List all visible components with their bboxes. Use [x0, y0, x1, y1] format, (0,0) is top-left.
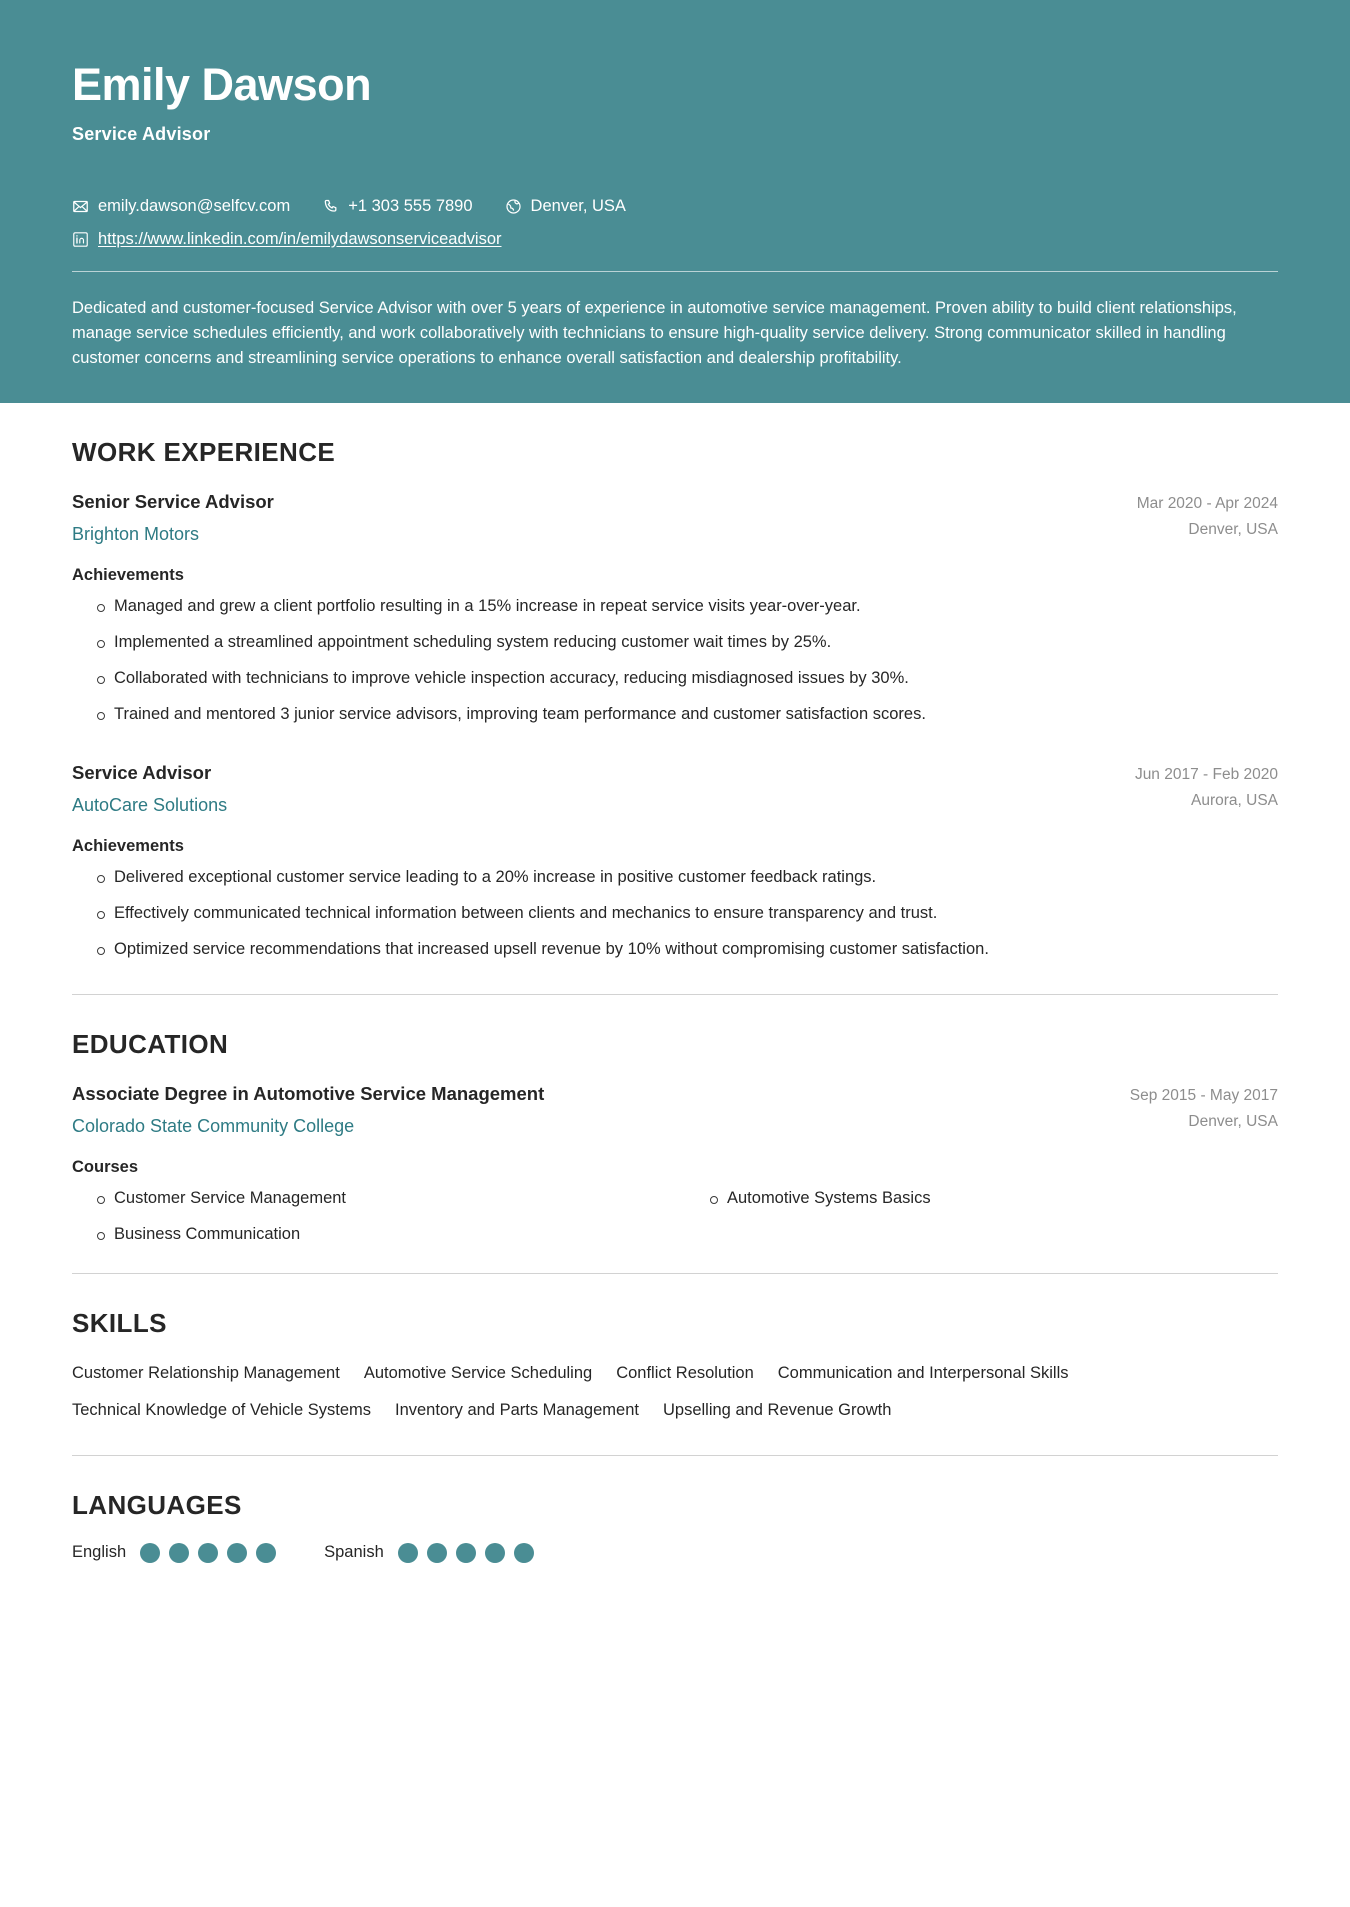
education-entry-title: Associate Degree in Automotive Service Management	[72, 1083, 545, 1105]
level-dot	[427, 1543, 447, 1563]
level-dot	[398, 1543, 418, 1563]
header-job-title: Service Advisor	[72, 123, 211, 144]
section-education	[72, 995, 1278, 1274]
level-dot	[456, 1543, 476, 1563]
list-item: Implemented a streamlined appointment scheduling system reducing customer wait times by 25%.	[72, 629, 1278, 655]
contact-location-text: Denver, USA	[530, 196, 626, 215]
education-entry-left	[72, 1082, 544, 1140]
language-level-dots	[140, 1543, 276, 1563]
work-entry-organization[interactable]: Brighton Motors	[72, 523, 200, 544]
skill-item: Automotive Service Scheduling	[363, 1364, 593, 1383]
contact-line-primary	[72, 197, 1278, 216]
list-item: Optimized service recommendations that increased upsell revenue by 10% without compromising customer satisfaction.	[72, 936, 1278, 962]
level-dot	[514, 1543, 534, 1563]
work-entry-right	[1137, 495, 1278, 539]
skill-item: Inventory and Parts Management	[395, 1400, 639, 1419]
work-entry-sublabel: Achievements	[72, 565, 184, 584]
skill-item: Conflict Resolution	[616, 1364, 754, 1383]
work-entry-dates: Mar 2020 - Apr 2024	[1136, 494, 1278, 512]
work-entry	[72, 490, 1278, 727]
phone-icon	[322, 198, 339, 215]
education-courses-list	[72, 1185, 1278, 1247]
section-work-experience	[72, 403, 1278, 995]
skill-item: Customer Relationship Management	[72, 1364, 340, 1383]
work-entry-bullets	[72, 593, 1278, 727]
list-item: Automotive Systems Basics	[685, 1185, 1278, 1211]
work-entry-header	[72, 761, 1278, 819]
work-entry-location: Aurora, USA	[1190, 791, 1278, 809]
level-dot	[169, 1543, 189, 1563]
page-title: Emily Dawson	[72, 59, 372, 110]
contact-email-text: emily.dawson@selfcv.com	[98, 196, 291, 215]
section-title-education: EDUCATION	[72, 1029, 229, 1060]
contact-linkedin[interactable]	[72, 230, 502, 249]
level-dot	[256, 1543, 276, 1563]
work-entry-sublabel: Achievements	[72, 836, 184, 855]
language-item	[324, 1543, 534, 1563]
contact-phone[interactable]	[322, 197, 472, 216]
work-entry-title: Service Advisor	[72, 761, 212, 783]
level-dot	[140, 1543, 160, 1563]
list-item: Trained and mentored 3 junior service advisors, improving team performance and customer satisfaction scores.	[72, 701, 1278, 727]
section-languages	[72, 1456, 1278, 1563]
section-title-skills: SKILLS	[72, 1308, 167, 1339]
education-entry-header	[72, 1082, 1278, 1140]
language-item	[72, 1543, 276, 1563]
work-entry-location: Denver, USA	[1188, 520, 1278, 538]
contact-location[interactable]	[505, 197, 626, 216]
skill-item: Upselling and Revenue Growth	[662, 1400, 892, 1419]
linkedin-icon	[72, 231, 89, 248]
education-entry-location: Denver, USA	[1188, 1113, 1278, 1131]
list-item: Delivered exceptional customer service leading to a 20% increase in positive customer feedback ratings.	[72, 864, 1278, 890]
education-entry	[72, 1082, 1278, 1247]
language-name: Spanish	[324, 1543, 384, 1562]
work-entry	[72, 761, 1278, 962]
work-entry-left	[72, 490, 274, 548]
resume-header	[0, 0, 1350, 403]
level-dot	[198, 1543, 218, 1563]
skill-item: Technical Knowledge of Vehicle Systems	[72, 1400, 371, 1419]
languages-list	[72, 1543, 1278, 1563]
work-entry-header	[72, 490, 1278, 548]
header-divider	[72, 271, 1278, 272]
list-item: Collaborated with technicians to improve vehicle inspection accuracy, reducing misdiagnosed issues by 30%.	[72, 665, 1278, 691]
contact-email[interactable]	[72, 197, 290, 216]
contact-linkedin-link[interactable]: https://www.linkedin.com/in/emilydawsonserviceadvisor	[98, 229, 502, 248]
list-item: Customer Service Management	[72, 1185, 665, 1211]
language-level-dots	[398, 1543, 534, 1563]
section-title-work: WORK EXPERIENCE	[72, 436, 336, 467]
list-item: Managed and grew a client portfolio resulting in a 15% increase in repeat service visits year-over-year.	[72, 593, 1278, 619]
contact-block	[72, 197, 1278, 249]
work-entry-organization[interactable]: AutoCare Solutions	[72, 794, 228, 815]
work-entry-dates: Jun 2017 - Feb 2020	[1134, 765, 1278, 783]
contact-line-linkedin	[72, 230, 1278, 249]
envelope-icon	[72, 198, 89, 215]
work-entry-left	[72, 761, 227, 819]
list-item: Effectively communicated technical information between clients and mechanics to ensure transparency and trust.	[72, 900, 1278, 926]
work-entry-title: Senior Service Advisor	[72, 490, 274, 512]
level-dot	[227, 1543, 247, 1563]
work-entry-right	[1135, 766, 1278, 810]
language-name: English	[72, 1543, 127, 1562]
level-dot	[485, 1543, 505, 1563]
professional-summary: Dedicated and customer-focused Service Advisor with over 5 years of experience in automotive service management. Proven ability to build client relationships, manage service schedules efficiently, and work collaboratively with technicians to ensure high-quality service delivery. Strong communicator skilled in handling customer concerns and streamlining service operations to enhance overall satisfaction and dealership profitability.	[72, 298, 1237, 367]
education-entry-dates: Sep 2015 - May 2017	[1129, 1087, 1278, 1105]
skill-item: Communication and Interpersonal Skills	[777, 1364, 1069, 1383]
education-entry-right	[1130, 1087, 1278, 1131]
contact-phone-text: +1 303 555 7890	[348, 196, 473, 215]
work-entry-bullets	[72, 864, 1278, 962]
education-entry-sublabel: Courses	[72, 1158, 139, 1177]
skills-list	[72, 1361, 1082, 1423]
location-icon	[505, 198, 522, 215]
resume-body	[0, 403, 1350, 1603]
section-title-languages: LANGUAGES	[72, 1489, 242, 1520]
section-skills	[72, 1274, 1278, 1456]
list-item: Business Communication	[72, 1221, 665, 1247]
education-entry-organization[interactable]: Colorado State Community College	[72, 1116, 355, 1137]
